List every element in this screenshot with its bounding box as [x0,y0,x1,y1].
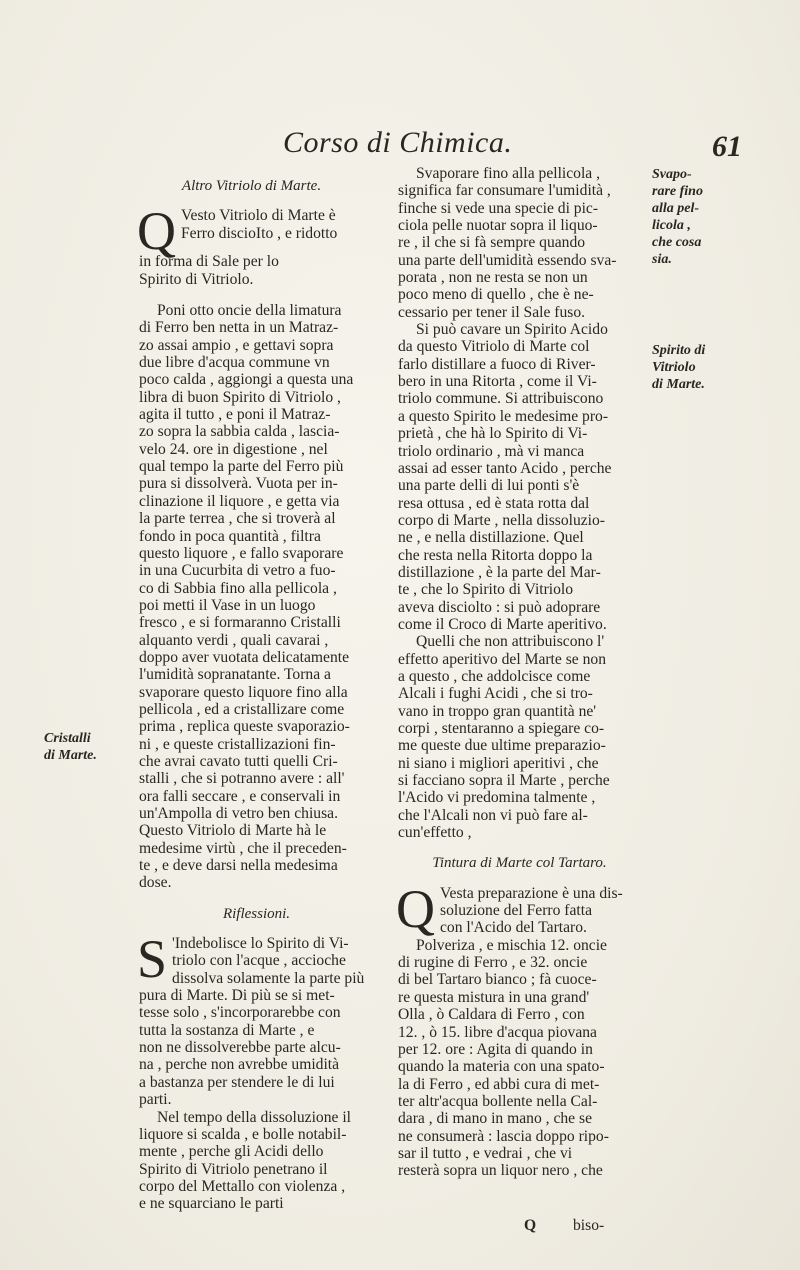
section-title-tintura: Tintura di Marte col Tartaro. [432,855,607,872]
text-line: Vesto Vitriolo di Marte è [181,207,336,225]
text-line: ciola pelle nuotar sopra il liquo- [398,217,598,235]
margin-note-spirito [652,342,762,393]
margin-note-line: che cosa [652,235,702,250]
text-line: stalli , che si potranno avere : all' [139,770,345,788]
text-line: Alcali i fughi Acidi , che si tro- [398,685,593,703]
text-line: una parte dell'umidità essendo sva- [398,251,617,269]
text-line: ni , e queste cristallizazioni fin- [139,735,336,753]
text-line: agita il tutto , e poni il Matraz- [139,406,331,424]
text-line: Vesta preparazione è una dis- [440,884,623,902]
text-line: di bel Tartaro bianco ; fà cuoce- [398,971,597,989]
margin-note-line: di Marte. [44,748,97,763]
text-line: fondo in poca quantità , filtra [139,527,321,545]
paragraph-definition [137,201,374,288]
section-title-altro-vitriolo: Altro Vitriolo di Marte. [181,178,322,194]
drop-cap: S [137,929,168,990]
text-line: qual tempo la parte del Ferro più [139,458,344,476]
text-line: la parte terrea , che si troverà al [139,510,336,528]
running-title: Corso di Chimica. [283,126,513,159]
text-line: cessario per tener il Sale fuso. [398,303,586,321]
text-line: triolo commune. Si attribuiscono [398,390,604,408]
text-line: distillazione , è la parte del Mar- [398,563,601,581]
signature-mark: Q [524,1217,537,1234]
text-line: 12. , ò 15. libre d'acqua piovana [398,1023,597,1041]
text-line: la di Ferro , ed abbi cura di met- [398,1075,600,1093]
catchword: biso- [573,1217,605,1234]
text-line: che resta nella Ritorta doppo la [398,546,593,564]
text-line: Spirito di Vitriolo penetrano il [139,1160,328,1178]
paragraph-riflessioni [137,929,374,1109]
text-line: ni siano i migliori aperitivi , che [398,754,599,772]
text-line: liquore si scalda , e bolle notabil- [139,1125,347,1143]
margin-note-line: rare fino [652,184,703,199]
text-line: e ne squarciano le parti [139,1195,284,1213]
text-line: ne consumerà : lascia doppo ripo- [398,1127,609,1145]
text-line: me queste due ultime preparazio- [398,737,606,755]
text-line: assai ad esser tanto Acido , perche [398,459,612,477]
text-line: sar il tutto , e vedrai , che vi [398,1144,573,1162]
text-line: effetto aperitivo del Marte se non [398,650,606,668]
paragraph-tintura-procedure [398,937,641,1180]
text-line: si facciano sopra il Marte , perche [398,772,610,790]
paragraph-svaporare [398,165,641,321]
margin-note-cristalli [44,730,140,764]
text-line: zo assai ampio , e gettavi sopra [139,336,334,354]
text-line: Questo Vitriolo di Marte hà le [139,822,327,840]
text-line: che l'Alcali non vi può fare al- [398,806,588,824]
text-line: triolo ordinario , mà vi manca [398,442,585,460]
left-column [139,178,374,1213]
text-line: con l'Acido del Tartaro. [440,919,587,937]
text-line: non ne dissolverebbe parte alcu- [139,1039,341,1057]
text-line: bero in una Ritorta , come il Vi- [398,373,597,391]
text-line: farlo distillare a fuoco di River- [398,355,596,373]
margin-note-line: Spirito di [652,343,706,358]
text-line: a questo Spirito le medesime pro- [398,407,609,425]
text-line: poco calda , aggiongi a questa una [139,371,354,389]
text-line: in forma di Sale per lo [139,253,279,271]
text-line: na , perche non avrebbe umidità [139,1056,340,1074]
text-line: fresco , e si formaranno Cristalli [139,614,341,632]
right-column [398,165,641,1180]
margin-note-line: alla pel- [652,201,700,216]
text-line: prietà , che hà lo Spirito di Vi- [398,425,588,443]
margin-note-line: Svapo- [652,167,692,182]
text-line: Quelli che non attribuiscono l' [416,633,605,651]
text-line: vano in troppo gran quantità ne' [398,702,597,720]
text-line: co di Sabbia fino alla pellicola , [139,579,337,597]
text-line: Nel tempo della dissoluzione il [157,1108,352,1126]
margin-note-line: Cristalli [44,731,91,746]
text-line: corpi , stentaranno a spiegare co- [398,720,605,737]
text-line: cun'effetto , [398,824,472,842]
text-line: aveva disciolto : si può adoprare [398,598,601,616]
text-line: quando la materia con una spato- [398,1058,605,1076]
text-line: clinazione il liquore , e getta via [139,492,340,510]
text-line: che avrai cavato tutti quelli Cri- [139,752,338,770]
drop-cap: Q [137,201,176,262]
text-line: l'Acido vi predomina talmente , [398,789,596,807]
text-line: di rugine di Ferro , e 32. oncie [398,954,588,972]
margin-note-line: sia. [652,252,672,267]
text-line: per 12. ore : Agita di quando in [398,1040,593,1058]
drop-cap: Q [396,878,435,939]
text-line: Polveriza , e mischia 12. oncie [416,936,607,954]
text-line: poi metti il Vase in un luogo [139,596,316,614]
paragraph-spirito-acido [398,321,641,633]
text-line: libra di buon Spirito di Vitriolo , [139,388,341,406]
text-line: due libre d'acqua commune vn [139,354,330,372]
text-line: ora falli seccare , e conservali in [139,787,341,805]
text-line: questo liquore , e fallo svaporare [139,544,344,562]
text-line: 'Indebolisce lo Spirito di Vi- [172,935,349,953]
text-line: un'Ampolla di vetro ben chiusa. [139,805,338,822]
margin-note-svaporare [652,166,762,268]
text-line: resterà sopra un liquor nero , che [398,1162,603,1180]
text-line: tutta la sostanza di Marte , e [139,1021,315,1039]
text-line: tesse solo , s'incorporarebbe con [139,1004,341,1022]
margin-note-line: licola , [652,218,691,233]
section-title-riflessioni: Riflessioni. [222,905,291,922]
text-line: dose. [139,874,172,892]
paragraph-dissoluzione [139,1109,374,1213]
text-line: corpo del Mettallo con violenza , [139,1177,346,1195]
text-line: da questo Vitriolo di Marte col [398,338,590,356]
paragraph-procedure [139,302,374,892]
text-line: ter altr'acqua bollente nella Cal- [398,1092,598,1110]
margin-note-line: di Marte. [652,377,705,392]
page-number: 61 [712,130,742,163]
text-line: prima , replica queste svaporazio- [139,718,350,736]
text-line: l'umidità sopranatante. Torna a [139,666,331,684]
text-line: pellicola , ed a cristallizare come [139,700,345,718]
text-line: dara , di mano in mano , che se [398,1110,592,1128]
text-line: triolo con l'acque , accioche [172,952,346,970]
text-line: Svaporare fino alla pellicola , [416,165,601,182]
text-line: velo 24. ore in digestione , nel [139,440,328,458]
text-line: resa ottusa , ed è stata rotta dal [398,494,590,512]
text-line: come il Croco di Marte aperitivo. [398,615,607,633]
text-line: svaporare questo liquore fino alla [139,683,348,701]
text-line: Olla , ò Caldara di Ferro , con [398,1006,585,1024]
text-line: una parte delli di lui ponti s'è [398,477,580,495]
text-line: dissolva solamente la parte più [172,969,365,987]
text-line: poco meno di quello , che è ne- [398,286,594,304]
text-line: te , che lo Spirito di Vitriolo [398,581,574,599]
text-line: significa far consumare l'umidità , [398,182,611,200]
paragraph-aperitivo [398,633,641,841]
text-line: mente , perche gli Acidi dello [139,1143,324,1161]
text-line: a bastanza per stendere le di lui [139,1073,335,1091]
text-line: te , e deve darsi nella medesima [139,857,338,875]
text-line: parti. [139,1091,172,1109]
text-line: Ferro discioIto , e ridotto [181,224,338,242]
text-line: corpo di Marte , nella dissoluzio- [398,511,605,529]
text-line: re , il che si fà sempre quando [398,234,586,252]
text-line: Poni otto oncie della limatura [157,302,342,320]
text-line: doppo aver vuotata delicatamente [139,648,349,666]
text-line: Si può cavare un Spirito Acido [416,321,608,339]
text-line: pura di Marte. Di più se si met- [139,987,335,1005]
text-line: a questo , che addolcisce come [398,667,591,685]
text-line: re questa mistura in una grand' [398,988,590,1006]
text-line: zo sopra la sabbia calda , lascia- [139,423,340,441]
text-line: medesime virtù , che il preceden- [139,839,347,857]
text-line: in una Cucurbita di vetro a fuo- [139,562,336,580]
text-line: finche si vede una specie di pic- [398,199,599,217]
paragraph-tintura-definition [396,878,641,939]
text-line: porata , non ne resta se non un [398,269,588,287]
margin-note-line: Vitriolo [652,360,696,375]
text-line: ne , e nella distillazione. Quel [398,529,584,547]
text-line: alquanto verdi , quali cavarai , [139,631,329,649]
text-line: di Ferro ben netta in un Matraz- [139,319,339,337]
text-line: pura si dissolverà. Vuota per in- [139,475,338,493]
text-line: soluzione del Ferro fatta [440,902,592,920]
text-line: Spirito di Vitriolo. [139,270,254,288]
